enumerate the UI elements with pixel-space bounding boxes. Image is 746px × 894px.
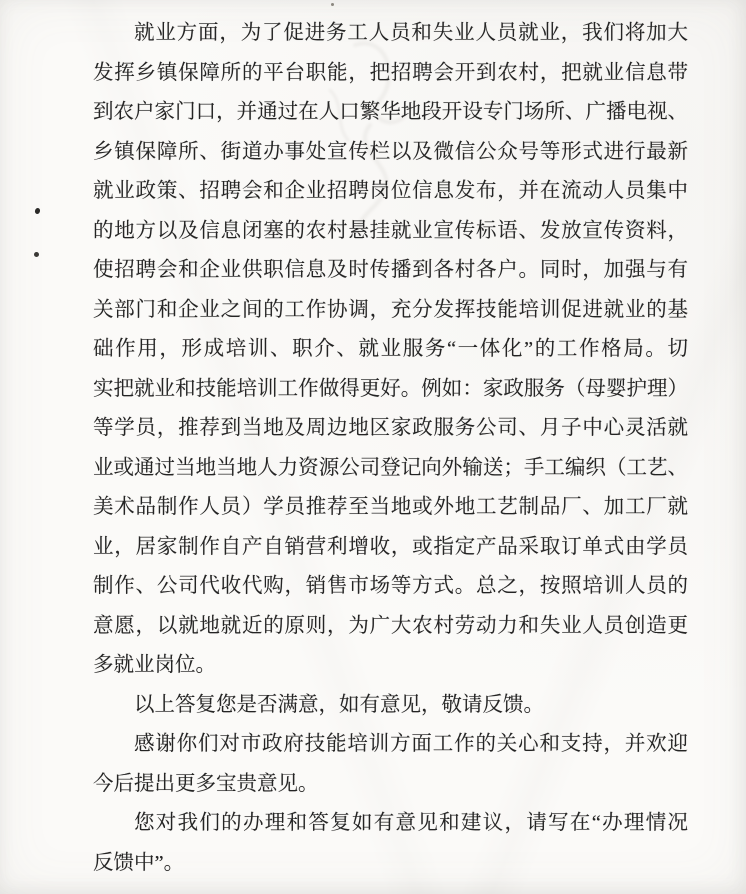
text-line: 意愿，以就地就近的原则，为广大农村劳动力和失业人员创造更 — [93, 614, 688, 637]
text-line: 今后提出更多宝贵意见。 — [93, 772, 319, 795]
text-line: 就业方面，为了促进务工人员和失业人员就业，我们将加大 — [134, 22, 688, 44]
text-line: 实把就业和技能培训工作做得更好。例如：家政服务（母婴护理） — [93, 377, 688, 400]
ink-speck — [34, 252, 39, 257]
text-line: 等学员，推荐到当地及周边地区家政服务公司、月子中心灵活就 — [93, 417, 688, 439]
text-line: 础作用，形成培训、职介、就业服务“一体化”的工作格局。切 — [93, 338, 688, 360]
text-line: 就业政策、招聘会和企业招聘岗位信息发布，并在流动人员集中 — [93, 180, 688, 202]
text-line: 关部门和企业之间的工作协调，充分发挥技能培训促进就业的基 — [93, 298, 688, 321]
text-line: 感谢你们对市政府技能培训方面工作的关心和支持，并欢迎 — [134, 733, 688, 755]
text-line: 多就业岗位。 — [93, 654, 216, 676]
text-line: 反馈中”。 — [93, 851, 185, 874]
text-line: 业，居家制作自产自销营利增收，或指定产品采取订单式由学员 — [93, 535, 688, 558]
text-line: 发挥乡镇保障所的平台职能，把招聘会开到农村，把就业信息带 — [93, 61, 688, 84]
text-line: 业或通过当地当地人力资源公司登记向外输送；手工编织（工艺、 — [93, 456, 688, 479]
ink-speck — [34, 207, 41, 214]
text-line: 您对我们的办理和答复如有意见和建议，请写在“办理情况 — [134, 812, 688, 834]
text-line: 乡镇保障所、街道办事处宣传栏以及微信公众号等形式进行最新 — [93, 140, 688, 163]
text-line: 制作、公司代收代购，销售市场等方式。总之，按照培训人员的 — [93, 575, 688, 597]
text-line: 到农户家门口，并通过在人口繁华地段开设专门场所、广播电视、 — [93, 101, 688, 123]
text-line: 美术品制作人员）学员推荐至当地或外地工艺制品厂、加工厂就 — [93, 496, 688, 518]
text-line: 的地方以及信息闭塞的农村悬挂就业宣传标语、发放宣传资料， — [93, 219, 688, 242]
text-line: 使招聘会和企业供职信息及时传播到各村各户。同时，加强与有 — [93, 259, 688, 281]
text-block — [93, 0, 688, 883]
text-line: 以上答复您是否满意，如有意见，敬请反馈。 — [134, 693, 544, 716]
